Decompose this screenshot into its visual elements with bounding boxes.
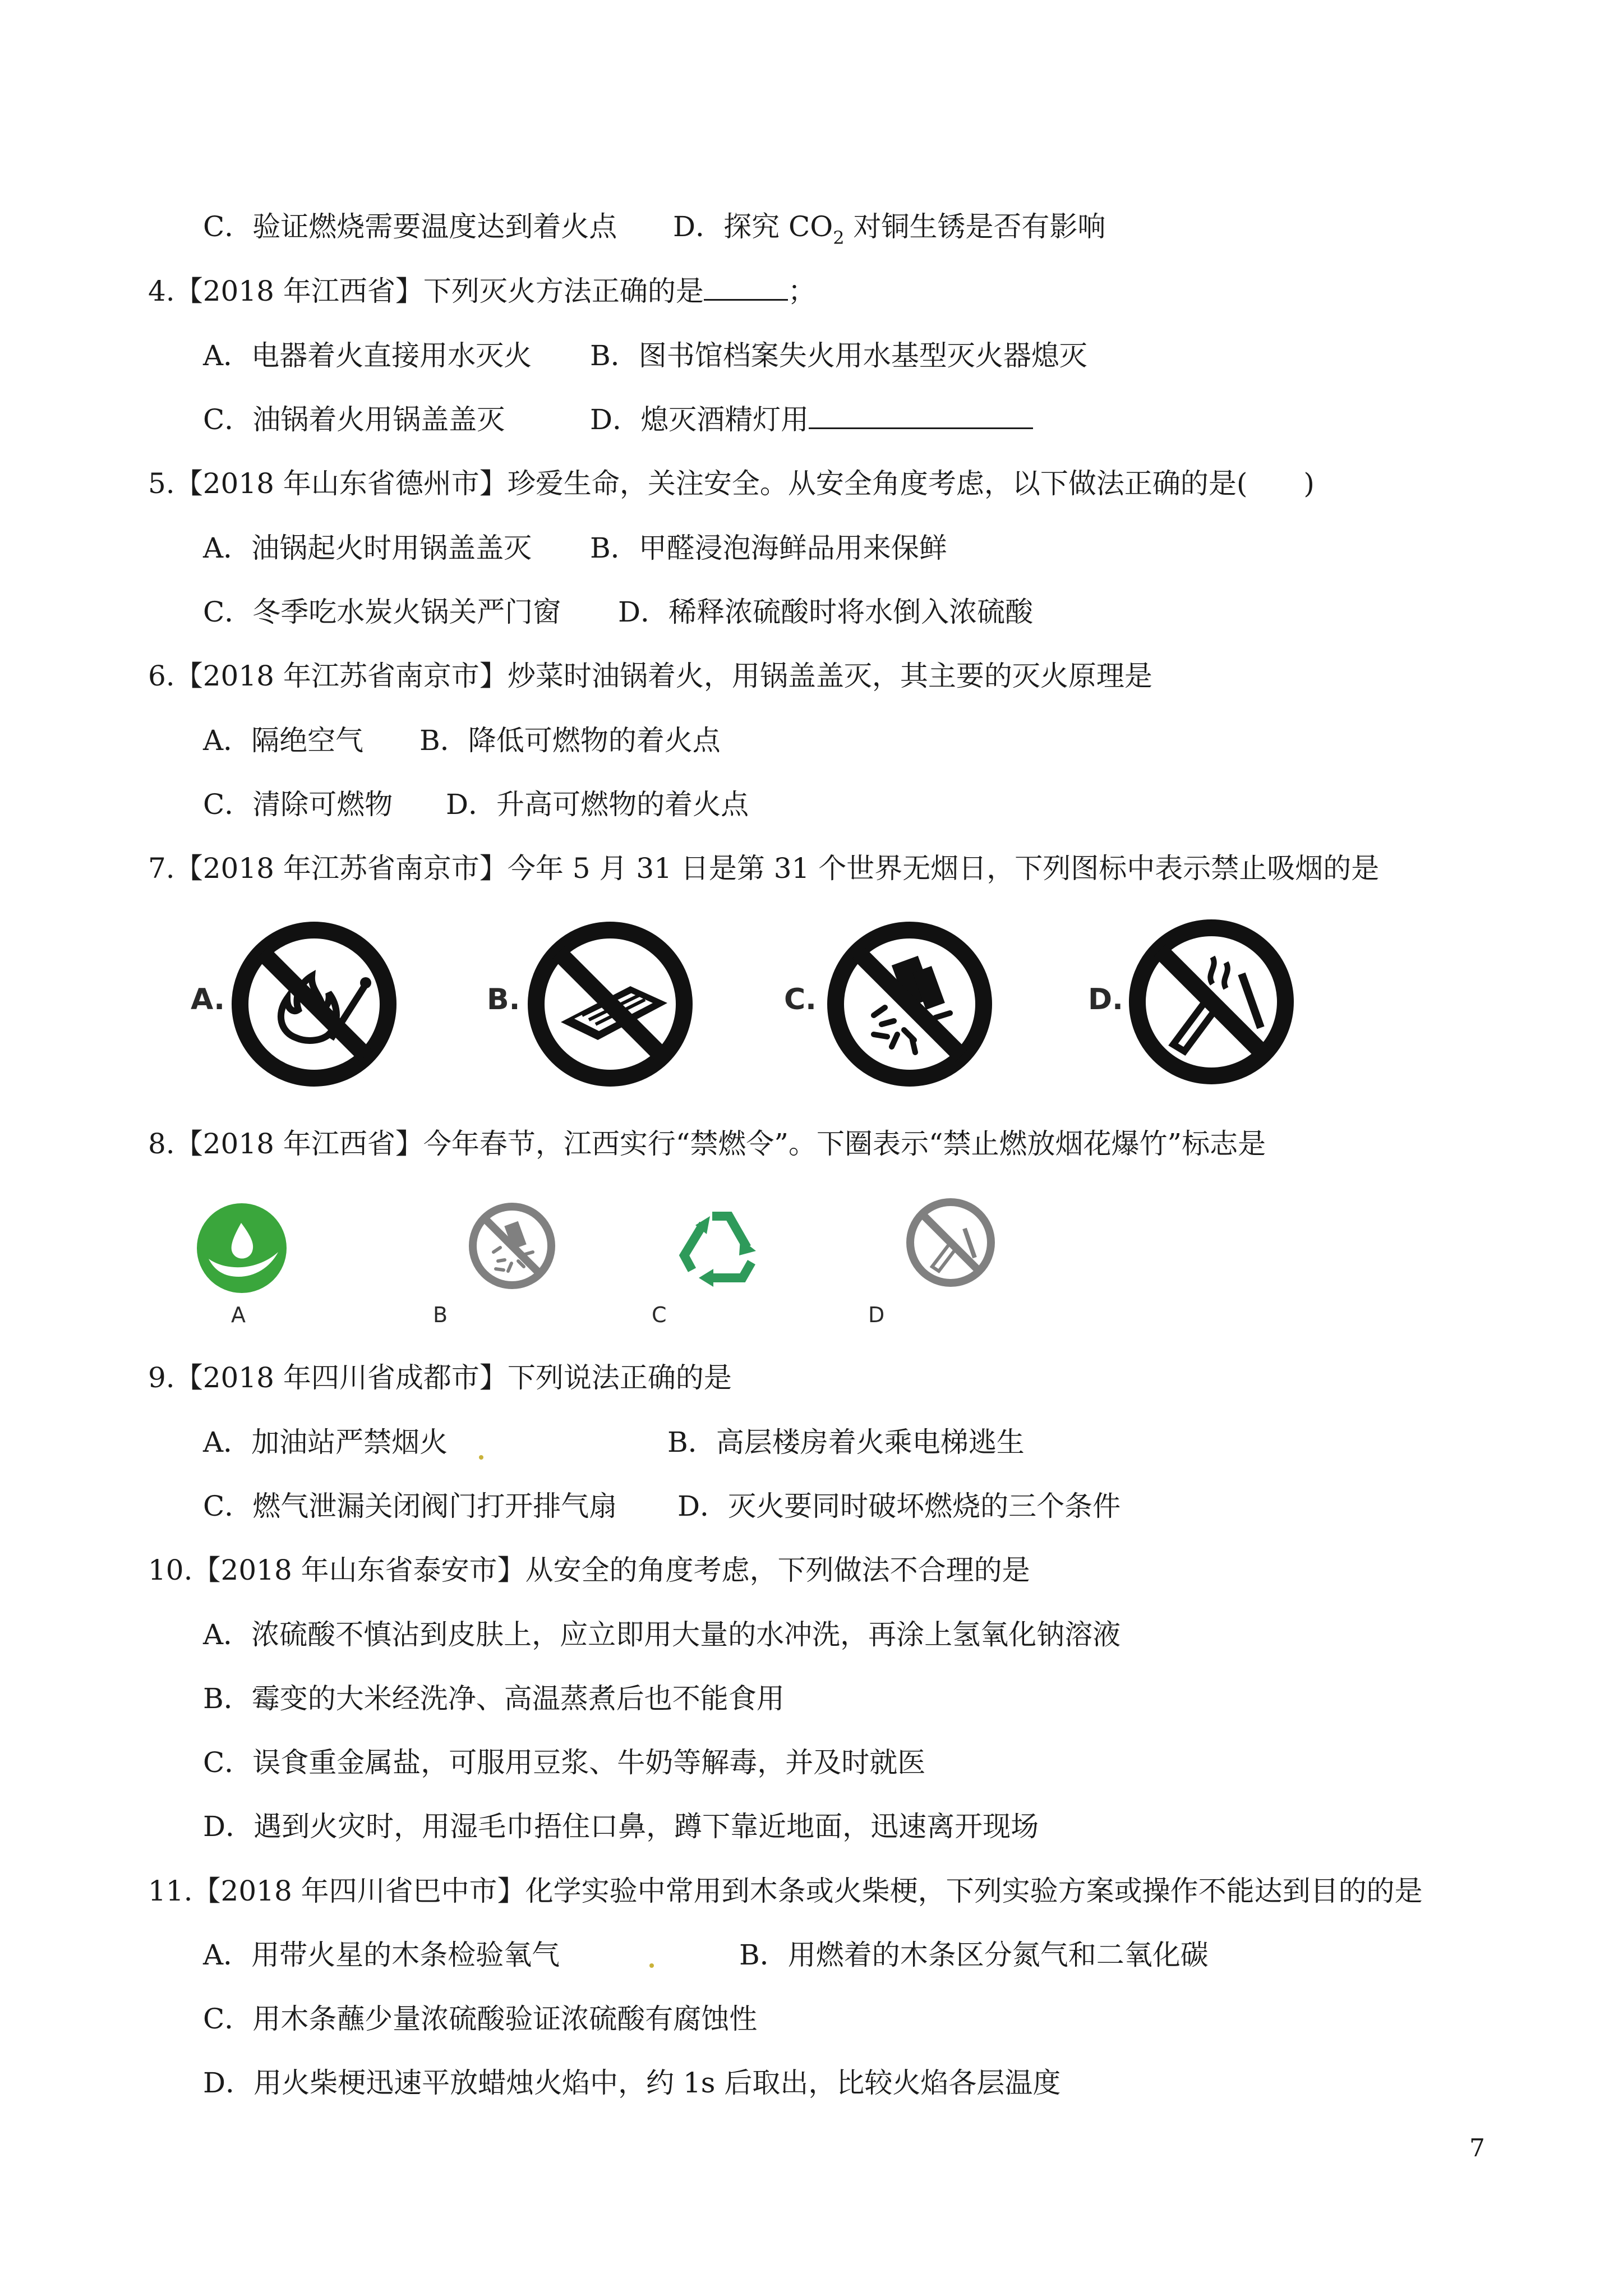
q5-option-a: A．油锅起火时用锅盖盖灭: [203, 532, 532, 564]
q3-option-d: [673, 209, 1106, 248]
scan-speck: [479, 1455, 483, 1460]
q4-option-d-blank: [809, 427, 1033, 429]
q10-stem: 10.【2018 年山东省泰安市】从安全的角度考虑，下列做法不合理的是: [148, 1554, 1030, 1586]
q5-option-d: D．稀释浓硫酸时将水倒入浓硫酸: [618, 596, 1034, 628]
q3-option-d-suffix: 对铜生锈是否有影响: [844, 210, 1106, 243]
water-saving-icon: [194, 1200, 289, 1296]
q10-option-b: B．霉变的大米经洗净、高温蒸煮后也不能食用: [203, 1682, 785, 1715]
q8-label-d: D: [868, 1303, 885, 1327]
q3-option-d-subscript: 2: [833, 227, 845, 249]
q7-label-a: A.: [191, 983, 225, 1016]
q11-option-c: C．用木条蘸少量浓硫酸验证浓硫酸有腐蚀性: [203, 2003, 758, 2035]
q6-option-a: A．隔绝空气: [203, 724, 364, 757]
q11-option-b: B．用燃着的木条区分氮气和二氧化碳: [739, 1939, 1209, 1971]
q5-option-b: B．甲醛浸泡海鲜品用来保鲜: [590, 532, 947, 564]
no-matches-icon: [520, 920, 700, 1088]
q8-label-b: B: [433, 1303, 448, 1327]
q4-stem-end: ；: [787, 275, 816, 307]
no-smoking-icon: [1122, 918, 1301, 1086]
q4-stem: [148, 273, 816, 309]
q3-option-d-prefix: D．探究 CO: [673, 210, 833, 243]
q5-stem: 5.【2018 年山东省德州市】珍爱生命，关注安全。从安全角度考虑，以下做法正确的是( ): [148, 467, 1315, 500]
q7-label-d: D.: [1088, 983, 1123, 1016]
q10-option-c: C．误食重金属盐，可服用豆浆、牛奶等解毒，并及时就医: [203, 1746, 926, 1779]
q8-label-a: A: [231, 1303, 246, 1327]
no-fireworks-icon: [820, 920, 999, 1088]
q9-option-d: D．灭火要同时破坏燃烧的三个条件: [677, 1490, 1121, 1522]
q9-option-a: A．加油站严禁烟火: [203, 1426, 448, 1458]
q10-option-d: D．遇到火灾时，用湿毛巾捂住口鼻，蹲下靠近地面，迅速离开现场: [203, 1810, 1039, 1843]
no-fireworks-icon: [464, 1198, 560, 1294]
q6-option-d: D．升高可燃物的着火点: [446, 788, 749, 821]
q6-stem: 6.【2018 年江苏省南京市】炒菜时油锅着火，用锅盖盖灭，其主要的灭火原理是: [148, 660, 1152, 692]
q7-stem: 7.【2018 年江苏省南京市】今年 5 月 31 日是第 31 个世界无烟日，下列图标中表示禁止吸烟的是: [148, 852, 1380, 885]
q8-label-c: C: [652, 1303, 667, 1327]
q9-option-b: B．高层楼房着火乘电梯逃生: [667, 1426, 1025, 1458]
recycling-icon: [673, 1204, 768, 1294]
q4-answer-blank: [704, 299, 788, 301]
q6-option-b: B．降低可燃物的着火点: [419, 724, 721, 757]
q11-option-d: D．用火柴梗迅速平放蜡烛火焰中，约 1s 后取出，比较火焰各层温度: [203, 2067, 1061, 2099]
q9-option-c: C．燃气泄漏关闭阀门打开排气扇: [203, 1490, 617, 1522]
q4-option-d: [590, 402, 1033, 438]
scan-speck: [649, 1963, 654, 1968]
q8-stem: 8.【2018 年江西省】今年春节，江西实行“禁燃令”。下圈表示“禁止燃放烟花爆竹”标志是: [148, 1128, 1266, 1160]
q6-option-c: C．清除可燃物: [203, 788, 393, 821]
q5-option-c: C．冬季吃水炭火锅关严门窗: [203, 596, 561, 628]
no-open-flame-icon: [224, 920, 404, 1088]
q10-option-a: A．浓硫酸不慎沾到皮肤上，应立即用大量的水冲洗，再涂上氢氧化钠溶液: [203, 1618, 1121, 1651]
page-number: 7: [1469, 2134, 1485, 2162]
q7-label-b: B.: [487, 983, 520, 1016]
no-smoking-icon: [903, 1195, 998, 1290]
q4-option-b: B．图书馆档案失火用水基型灭火器熄灭: [590, 339, 1087, 372]
q4-option-c: C．油锅着火用锅盖盖灭: [203, 403, 505, 436]
q3-option-c: C．验证燃烧需要温度达到着火点: [203, 210, 617, 243]
q4-option-d-text: D．熄灭酒精灯用: [590, 403, 809, 436]
q4-option-a: A．电器着火直接用水灭火: [203, 339, 532, 372]
q11-stem: 11.【2018 年四川省巴中市】化学实验中常用到木条或火柴梗，下列实验方案或操作不能达到目的的是: [148, 1875, 1423, 1907]
q9-stem: 9.【2018 年四川省成都市】下列说法正确的是: [148, 1361, 732, 1394]
q11-option-a: A．用带火星的木条检验氧气: [203, 1939, 560, 1971]
q4-stem-text: 4.【2018 年江西省】下列灭火方法正确的是: [148, 275, 704, 307]
q7-label-c: C.: [784, 983, 817, 1016]
